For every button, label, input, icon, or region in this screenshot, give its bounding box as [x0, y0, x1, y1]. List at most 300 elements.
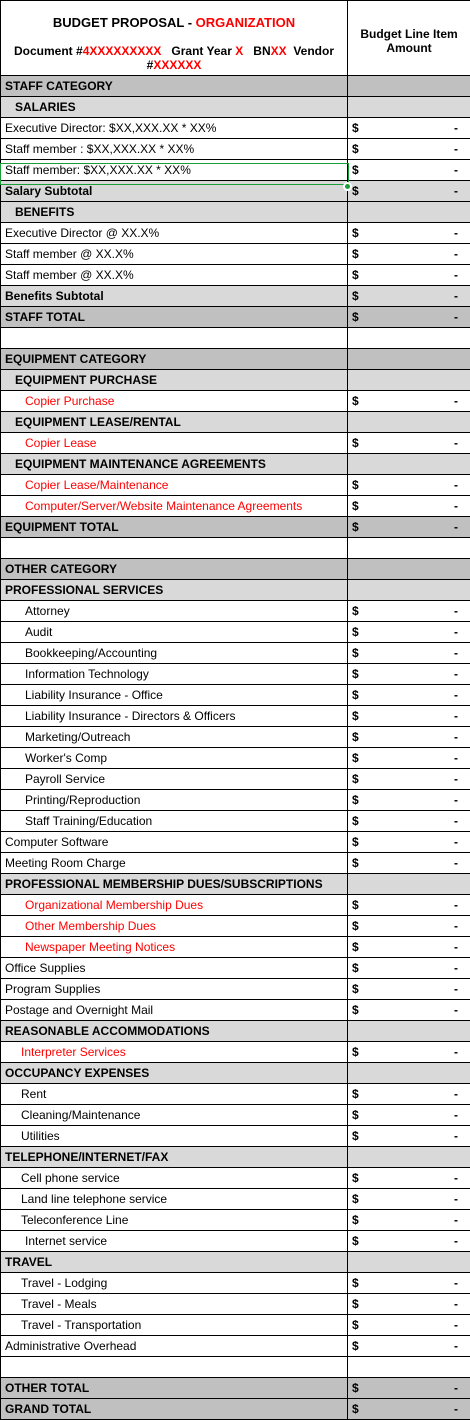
line-item-label-cell[interactable]: Rent: [1, 1084, 348, 1105]
fill-handle[interactable]: [343, 182, 352, 191]
spacer-row: [1, 1357, 470, 1378]
budget-row: [1, 496, 470, 517]
bn-label: BN: [253, 44, 270, 58]
vendor-hash: #: [147, 58, 154, 72]
budget-row: [1, 202, 470, 223]
amount-value: -: [454, 664, 458, 684]
budget-row: [1, 853, 470, 874]
budget-row: [1, 601, 470, 622]
currency-symbol: $: [352, 937, 359, 957]
amount-value: -: [454, 286, 458, 306]
budget-row: [1, 790, 470, 811]
line-item-label-cell[interactable]: Cell phone service: [1, 1168, 348, 1189]
line-item-amount-cell[interactable]: [348, 517, 470, 538]
amount-value: -: [454, 475, 458, 495]
amount-value: -: [454, 916, 458, 936]
title-prefix: BUDGET PROPOSAL -: [53, 15, 196, 30]
line-item-amount-cell[interactable]: [348, 979, 470, 1000]
line-item-amount-cell[interactable]: [348, 1315, 470, 1336]
amount-value: -: [454, 727, 458, 747]
line-item-amount-cell[interactable]: [348, 1189, 470, 1210]
amount-value: -: [454, 1105, 458, 1125]
spacer-cell[interactable]: [1, 328, 348, 349]
budget-row: [1, 1189, 470, 1210]
budget-row: [1, 1294, 470, 1315]
amount-value: -: [454, 643, 458, 663]
budget-row: [1, 1252, 470, 1273]
currency-symbol: $: [352, 685, 359, 705]
currency-symbol: $: [352, 832, 359, 852]
amount-column-header[interactable]: Budget Line Item Amount: [348, 1, 470, 76]
amount-value: -: [454, 1168, 458, 1188]
line-item-label-cell[interactable]: OTHER TOTAL: [1, 1378, 348, 1399]
header-title-cell[interactable]: [1, 1, 348, 76]
document-info: [1, 44, 347, 72]
budget-row: [1, 475, 470, 496]
amount-value: -: [454, 1273, 458, 1293]
amount-value: -: [454, 223, 458, 243]
line-item-amount-cell[interactable]: [348, 916, 470, 937]
budget-row: [1, 769, 470, 790]
line-item-label-cell[interactable]: Executive Director @ XX.X%: [1, 223, 348, 244]
budget-row: [1, 1021, 470, 1042]
line-item-label-cell[interactable]: Payroll Service: [1, 769, 348, 790]
amount-value: -: [454, 433, 458, 453]
line-item-label-cell[interactable]: Computer/Server/Website Maintenance Agreements: [1, 496, 348, 517]
line-item-amount-cell[interactable]: [348, 223, 470, 244]
line-item-amount-cell[interactable]: [348, 643, 470, 664]
amount-value: -: [454, 1084, 458, 1104]
line-item-amount-cell[interactable]: [348, 391, 470, 412]
currency-symbol: $: [352, 496, 359, 516]
bn-value: XX: [271, 44, 287, 58]
doc-label: Document #: [14, 44, 83, 58]
line-item-label-cell[interactable]: EQUIPMENT LEASE/RENTAL: [1, 412, 348, 433]
spacer-cell[interactable]: [1, 538, 348, 559]
amount-value: -: [454, 895, 458, 915]
line-item-label-cell[interactable]: Staff member @ XX.X%: [1, 265, 348, 286]
spacer-row: [1, 538, 470, 559]
currency-symbol: $: [352, 1336, 359, 1356]
amount-value: -: [454, 160, 458, 180]
line-item-label-cell[interactable]: Copier Purchase: [1, 391, 348, 412]
currency-symbol: $: [352, 1000, 359, 1020]
line-item-label-cell[interactable]: GRAND TOTAL: [1, 1399, 348, 1420]
budget-row: [1, 160, 470, 181]
line-item-amount-cell[interactable]: [348, 286, 470, 307]
line-item-amount-cell[interactable]: [348, 748, 470, 769]
amount-value: -: [454, 181, 458, 201]
currency-symbol: $: [352, 979, 359, 999]
line-item-label-cell[interactable]: Marketing/Outreach: [1, 727, 348, 748]
budget-row: [1, 1147, 470, 1168]
line-item-label-cell[interactable]: Postage and Overnight Mail: [1, 1000, 348, 1021]
line-item-label-cell[interactable]: TRAVEL: [1, 1252, 348, 1273]
line-item-amount-cell[interactable]: [348, 685, 470, 706]
currency-symbol: $: [352, 727, 359, 747]
budget-row: [1, 454, 470, 475]
header-row: [1, 1, 470, 76]
line-item-label-cell[interactable]: Liability Insurance - Directors & Officers: [1, 706, 348, 727]
amount-value: -: [454, 1336, 458, 1356]
line-item-label-cell[interactable]: Other Membership Dues: [1, 916, 348, 937]
empty-amount-cell[interactable]: [348, 1147, 470, 1168]
line-item-amount-cell[interactable]: [348, 832, 470, 853]
budget-row: [1, 811, 470, 832]
line-item-amount-cell[interactable]: [348, 265, 470, 286]
budget-row: [1, 559, 470, 580]
currency-symbol: $: [352, 958, 359, 978]
line-item-label-cell[interactable]: Internet service: [1, 1231, 348, 1252]
line-item-amount-cell[interactable]: [348, 244, 470, 265]
line-item-amount-cell[interactable]: [348, 139, 470, 160]
empty-amount-cell[interactable]: [348, 412, 470, 433]
line-item-label-cell[interactable]: Staff member : $XX,XXX.XX * XX%: [1, 139, 348, 160]
empty-amount-cell[interactable]: [348, 559, 470, 580]
line-item-label-cell[interactable]: Travel - Lodging: [1, 1273, 348, 1294]
amount-value: -: [454, 1000, 458, 1020]
budget-row: [1, 1042, 470, 1063]
amount-value: -: [454, 1189, 458, 1209]
currency-symbol: $: [352, 1126, 359, 1146]
currency-symbol: $: [352, 664, 359, 684]
empty-amount-cell[interactable]: [348, 454, 470, 475]
line-item-amount-cell[interactable]: [348, 160, 470, 181]
line-item-label-cell[interactable]: Interpreter Services: [1, 1042, 348, 1063]
budget-row: [1, 1000, 470, 1021]
currency-symbol: $: [352, 748, 359, 768]
currency-symbol: $: [352, 1378, 359, 1398]
line-item-label-cell[interactable]: EQUIPMENT TOTAL: [1, 517, 348, 538]
budget-row: [1, 958, 470, 979]
line-item-amount-cell[interactable]: [348, 601, 470, 622]
currency-symbol: $: [352, 643, 359, 663]
line-item-amount-cell[interactable]: [348, 622, 470, 643]
line-item-label-cell[interactable]: Bookkeeping/Accounting: [1, 643, 348, 664]
amount-value: -: [454, 391, 458, 411]
empty-amount-cell[interactable]: [348, 538, 470, 559]
amount-value: -: [454, 1315, 458, 1335]
budget-row: [1, 664, 470, 685]
currency-symbol: $: [352, 475, 359, 495]
spacer-row: [1, 328, 470, 349]
line-item-label-cell[interactable]: Program Supplies: [1, 979, 348, 1000]
budget-row: [1, 370, 470, 391]
currency-symbol: $: [352, 706, 359, 726]
empty-amount-cell[interactable]: [348, 328, 470, 349]
amount-value: -: [454, 706, 458, 726]
budget-row: [1, 1105, 470, 1126]
amount-value: -: [454, 748, 458, 768]
line-item-amount-cell[interactable]: [348, 895, 470, 916]
line-item-label-cell[interactable]: Information Technology: [1, 664, 348, 685]
line-item-amount-cell[interactable]: [348, 1210, 470, 1231]
line-item-label-cell[interactable]: EQUIPMENT PURCHASE: [1, 370, 348, 391]
currency-symbol: $: [352, 916, 359, 936]
line-item-label-cell[interactable]: Attorney: [1, 601, 348, 622]
currency-symbol: $: [352, 160, 359, 180]
currency-symbol: $: [352, 622, 359, 642]
grant-year-label: Grant Year: [171, 44, 231, 58]
line-item-label-cell[interactable]: Liability Insurance - Office: [1, 685, 348, 706]
line-item-label-cell[interactable]: Salary Subtotal: [1, 181, 348, 202]
line-item-label-cell[interactable]: Executive Director: $XX,XXX.XX * XX%: [1, 118, 348, 139]
currency-symbol: $: [352, 853, 359, 873]
budget-row: [1, 895, 470, 916]
line-item-label-cell[interactable]: Meeting Room Charge: [1, 853, 348, 874]
budget-row: [1, 1336, 470, 1357]
empty-amount-cell[interactable]: [348, 1063, 470, 1084]
currency-symbol: $: [352, 1294, 359, 1314]
line-item-label-cell[interactable]: Administrative Overhead: [1, 1336, 348, 1357]
budget-row: [1, 1399, 470, 1420]
line-item-label-cell[interactable]: OTHER CATEGORY: [1, 559, 348, 580]
budget-row: [1, 1168, 470, 1189]
budget-row: [1, 349, 470, 370]
budget-row: [1, 580, 470, 601]
amount-value: -: [454, 1231, 458, 1251]
title-organization: ORGANIZATION: [196, 15, 295, 30]
currency-symbol: $: [352, 811, 359, 831]
amount-value: -: [454, 979, 458, 999]
vendor-value: XXXXXX: [153, 58, 201, 72]
budget-row: [1, 433, 470, 454]
line-item-label-cell[interactable]: REASONABLE ACCOMMODATIONS: [1, 1021, 348, 1042]
line-item-label-cell[interactable]: Staff Training/Education: [1, 811, 348, 832]
budget-row: [1, 139, 470, 160]
line-item-label-cell[interactable]: Teleconference Line: [1, 1210, 348, 1231]
line-item-label-cell[interactable]: TELEPHONE/INTERNET/FAX: [1, 1147, 348, 1168]
currency-symbol: $: [352, 517, 359, 537]
currency-symbol: $: [352, 1210, 359, 1230]
budget-row: [1, 286, 470, 307]
budget-row: [1, 874, 470, 895]
amount-value: -: [454, 811, 458, 831]
line-item-amount-cell[interactable]: [348, 1273, 470, 1294]
budget-row: [1, 181, 470, 202]
amount-value: -: [454, 832, 458, 852]
line-item-amount-cell[interactable]: [348, 664, 470, 685]
line-item-amount-cell[interactable]: [348, 1168, 470, 1189]
line-item-label-cell[interactable]: Copier Lease/Maintenance: [1, 475, 348, 496]
amount-value: -: [454, 1210, 458, 1230]
line-item-label-cell[interactable]: Copier Lease: [1, 433, 348, 454]
budget-row: [1, 1231, 470, 1252]
empty-amount-cell[interactable]: [348, 1252, 470, 1273]
line-item-label-cell[interactable]: BENEFITS: [1, 202, 348, 223]
line-item-amount-cell[interactable]: [348, 1231, 470, 1252]
amount-value: -: [454, 769, 458, 789]
budget-row: [1, 244, 470, 265]
budget-row: [1, 1273, 470, 1294]
line-item-amount-cell[interactable]: [348, 118, 470, 139]
amount-value: -: [454, 244, 458, 264]
currency-symbol: $: [352, 1042, 359, 1062]
empty-amount-cell[interactable]: [348, 370, 470, 391]
budget-row: [1, 706, 470, 727]
currency-symbol: $: [352, 790, 359, 810]
currency-symbol: $: [352, 1105, 359, 1125]
line-item-label-cell[interactable]: EQUIPMENT CATEGORY: [1, 349, 348, 370]
currency-symbol: $: [352, 265, 359, 285]
line-item-label-cell[interactable]: PROFESSIONAL MEMBERSHIP DUES/SUBSCRIPTIONS: [1, 874, 348, 895]
amount-value: -: [454, 685, 458, 705]
line-item-amount-cell[interactable]: [348, 1042, 470, 1063]
empty-amount-cell[interactable]: [348, 97, 470, 118]
currency-symbol: $: [352, 181, 359, 201]
currency-symbol: $: [352, 139, 359, 159]
line-item-amount-cell[interactable]: [348, 1105, 470, 1126]
line-item-amount-cell[interactable]: [348, 853, 470, 874]
page-title: [1, 15, 347, 31]
line-item-amount-cell[interactable]: [348, 181, 470, 202]
currency-symbol: $: [352, 601, 359, 621]
line-item-amount-cell[interactable]: [348, 790, 470, 811]
line-item-amount-cell[interactable]: [348, 958, 470, 979]
spacer-cell[interactable]: [1, 1357, 348, 1378]
currency-symbol: $: [352, 118, 359, 138]
line-item-label-cell[interactable]: Printing/Reproduction: [1, 790, 348, 811]
line-item-label-cell[interactable]: STAFF TOTAL: [1, 307, 348, 328]
line-item-amount-cell[interactable]: [348, 307, 470, 328]
line-item-label-cell[interactable]: PROFESSIONAL SERVICES: [1, 580, 348, 601]
line-item-amount-cell[interactable]: [348, 1084, 470, 1105]
budget-row: [1, 1126, 470, 1147]
amount-value: -: [454, 139, 458, 159]
currency-symbol: $: [352, 391, 359, 411]
amount-value: -: [454, 790, 458, 810]
amount-value: -: [454, 958, 458, 978]
budget-row: [1, 1063, 470, 1084]
amount-value: -: [454, 1126, 458, 1146]
empty-amount-cell[interactable]: [348, 580, 470, 601]
currency-symbol: $: [352, 1189, 359, 1209]
budget-row: [1, 1084, 470, 1105]
budget-row: [1, 727, 470, 748]
empty-amount-cell[interactable]: [348, 202, 470, 223]
budget-row: [1, 916, 470, 937]
amount-value: -: [454, 1378, 458, 1398]
currency-symbol: $: [352, 1231, 359, 1251]
budget-row: [1, 643, 470, 664]
line-item-amount-cell[interactable]: [348, 769, 470, 790]
budget-row: [1, 307, 470, 328]
budget-row: [1, 748, 470, 769]
empty-amount-cell[interactable]: [348, 349, 470, 370]
line-item-label-cell[interactable]: Audit: [1, 622, 348, 643]
line-item-label-cell[interactable]: Cleaning/Maintenance: [1, 1105, 348, 1126]
line-item-label-cell[interactable]: STAFF CATEGORY: [1, 76, 348, 97]
line-item-label-cell[interactable]: Staff member @ XX.X%: [1, 244, 348, 265]
currency-symbol: $: [352, 1273, 359, 1293]
budget-row: [1, 97, 470, 118]
amount-value: -: [454, 496, 458, 516]
empty-amount-cell[interactable]: [348, 1021, 470, 1042]
currency-symbol: $: [352, 286, 359, 306]
line-item-amount-cell[interactable]: [348, 1294, 470, 1315]
line-item-amount-cell[interactable]: [348, 1336, 470, 1357]
line-item-label-cell[interactable]: EQUIPMENT MAINTENANCE AGREEMENTS: [1, 454, 348, 475]
line-item-label-cell[interactable]: Benefits Subtotal: [1, 286, 348, 307]
vendor-label: Vendor: [293, 44, 334, 58]
line-item-amount-cell[interactable]: [348, 937, 470, 958]
amount-value: -: [454, 118, 458, 138]
currency-symbol: $: [352, 1168, 359, 1188]
budget-row: [1, 832, 470, 853]
budget-row: [1, 979, 470, 1000]
currency-symbol: $: [352, 433, 359, 453]
amount-value: -: [454, 937, 458, 957]
line-item-label-cell[interactable]: Staff member: $XX,XXX.XX * XX%: [1, 160, 348, 181]
budget-row: [1, 391, 470, 412]
budget-row: [1, 937, 470, 958]
empty-amount-cell[interactable]: [348, 76, 470, 97]
line-item-label-cell[interactable]: Office Supplies: [1, 958, 348, 979]
budget-row: [1, 412, 470, 433]
line-item-amount-cell[interactable]: [348, 1378, 470, 1399]
line-item-amount-cell[interactable]: [348, 496, 470, 517]
line-item-label-cell[interactable]: Organizational Membership Dues: [1, 895, 348, 916]
line-item-label-cell[interactable]: Travel - Meals: [1, 1294, 348, 1315]
amount-value: -: [454, 853, 458, 873]
budget-row: [1, 517, 470, 538]
empty-amount-cell[interactable]: [348, 874, 470, 895]
amount-value: -: [454, 265, 458, 285]
line-item-label-cell[interactable]: Land line telephone service: [1, 1189, 348, 1210]
amount-value: -: [454, 307, 458, 327]
empty-amount-cell[interactable]: [348, 1357, 470, 1378]
budget-row: [1, 1378, 470, 1399]
amount-value: -: [454, 1042, 458, 1062]
budget-row: [1, 685, 470, 706]
budget-row: [1, 1210, 470, 1231]
grant-year-value: X: [235, 44, 243, 58]
line-item-amount-cell[interactable]: [348, 1126, 470, 1147]
line-item-label-cell[interactable]: Utilities: [1, 1126, 348, 1147]
currency-symbol: $: [352, 1399, 359, 1419]
line-item-label-cell[interactable]: Computer Software: [1, 832, 348, 853]
currency-symbol: $: [352, 1084, 359, 1104]
currency-symbol: $: [352, 1315, 359, 1335]
line-item-amount-cell[interactable]: [348, 811, 470, 832]
budget-row: [1, 265, 470, 286]
currency-symbol: $: [352, 244, 359, 264]
line-item-label-cell[interactable]: Travel - Transportation: [1, 1315, 348, 1336]
currency-symbol: $: [352, 223, 359, 243]
budget-row: [1, 76, 470, 97]
budget-row: [1, 622, 470, 643]
line-item-amount-cell[interactable]: [348, 475, 470, 496]
line-item-label-cell[interactable]: Newspaper Meeting Notices: [1, 937, 348, 958]
budget-row: [1, 118, 470, 139]
currency-symbol: $: [352, 895, 359, 915]
line-item-label-cell[interactable]: OCCUPANCY EXPENSES: [1, 1063, 348, 1084]
budget-row: [1, 223, 470, 244]
amount-value: -: [454, 601, 458, 621]
line-item-amount-cell[interactable]: [348, 706, 470, 727]
doc-value: 4XXXXXXXXX: [83, 44, 162, 58]
line-item-label-cell[interactable]: Worker's Comp: [1, 748, 348, 769]
line-item-amount-cell[interactable]: [348, 727, 470, 748]
currency-symbol: $: [352, 769, 359, 789]
line-item-amount-cell[interactable]: [348, 1000, 470, 1021]
line-item-label-cell[interactable]: SALARIES: [1, 97, 348, 118]
amount-value: -: [454, 622, 458, 642]
currency-symbol: $: [352, 307, 359, 327]
amount-value: -: [454, 517, 458, 537]
line-item-amount-cell[interactable]: [348, 433, 470, 454]
line-item-amount-cell[interactable]: [348, 1399, 470, 1420]
